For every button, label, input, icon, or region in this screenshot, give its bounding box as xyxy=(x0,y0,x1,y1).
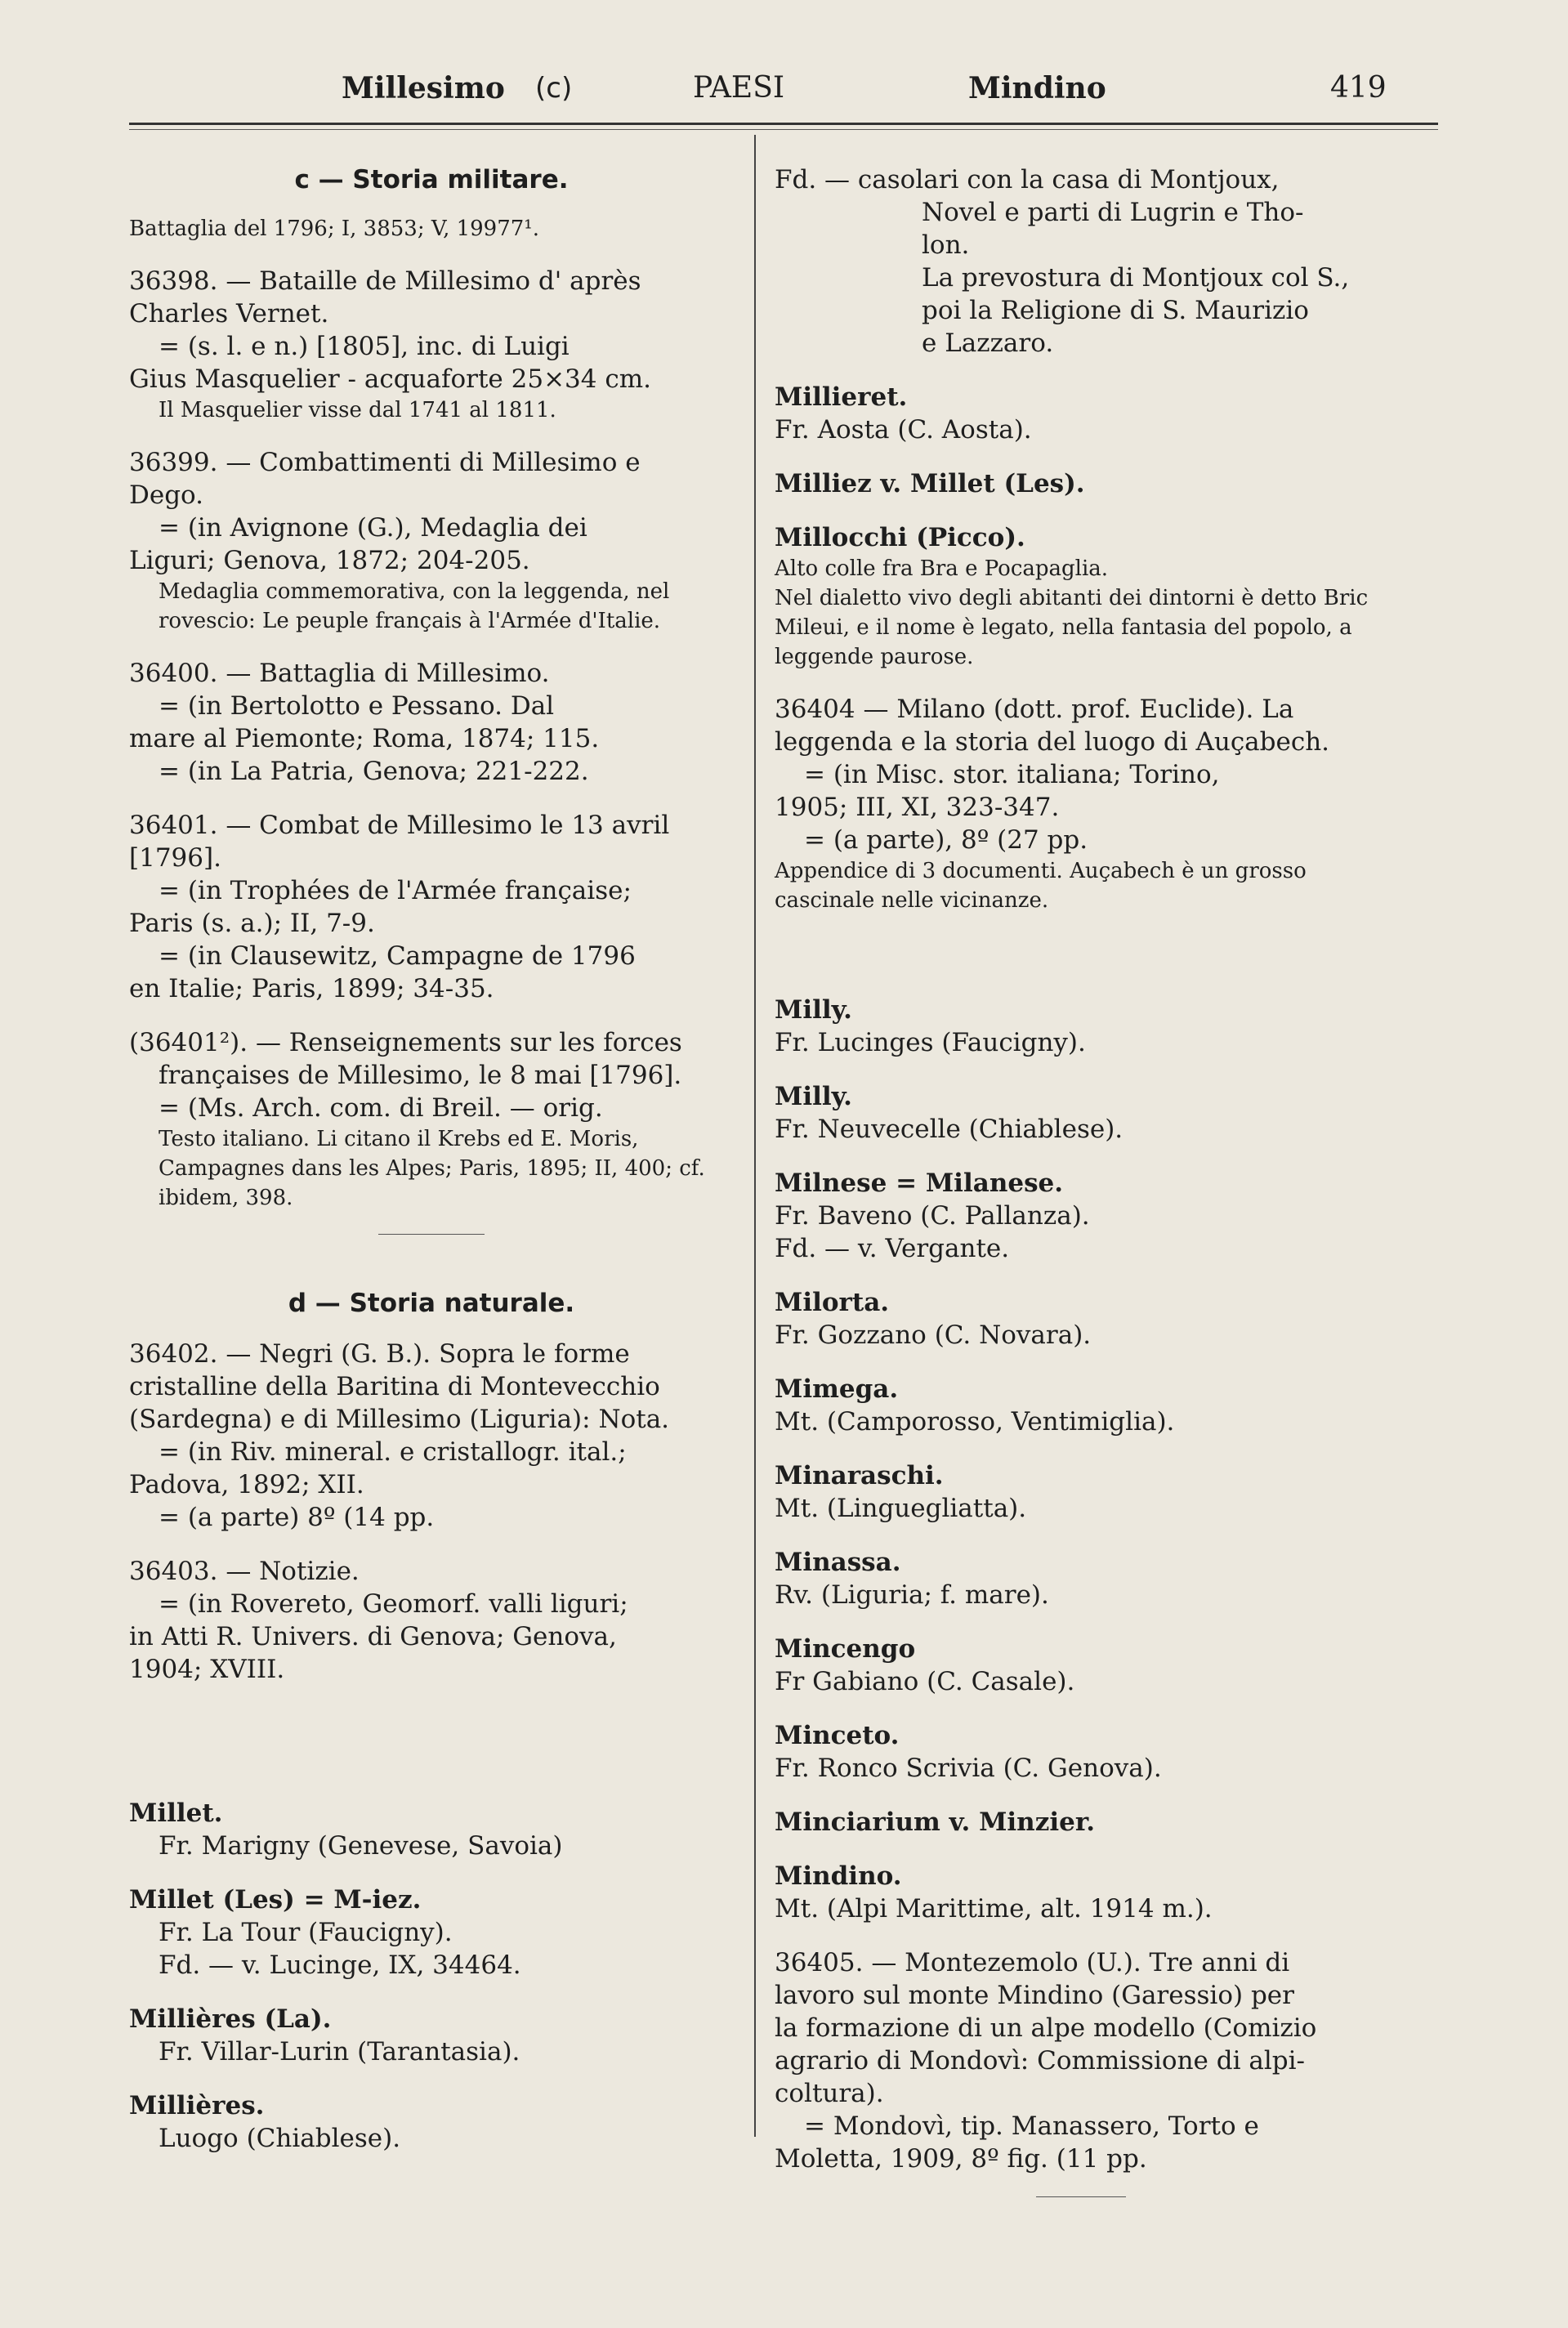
page-number: 419 xyxy=(1330,71,1387,105)
entry-line: = (in Rovereto, Geomorf. valli liguri; xyxy=(159,1589,628,1619)
entry-line: Fr. Neuvecelle (Chiablese). xyxy=(775,1115,1124,1144)
entry-line: = Mondovì, tip. Manassero, Torto e xyxy=(804,2111,1259,2141)
left-column xyxy=(129,163,734,2176)
entry-line: Moletta, 1909, 8º fig. (11 pp. xyxy=(775,2144,1147,2174)
entry-line: Novel e parti di Lugrin e Tho- xyxy=(922,198,1304,227)
entry-line: poi la Religione di S. Maurizio xyxy=(922,296,1309,325)
entry-note: Medaglia commemorativa, con la leggenda, nel rovescio: Le peuple français à l'Armée d'Italie. xyxy=(159,579,670,633)
entry-millieres xyxy=(129,2089,734,2155)
entry-line: Fr. Baveno (C. Pallanza). xyxy=(775,1201,1090,1231)
entry-line: = (in Bertolotto e Pessano. Dal xyxy=(159,691,555,721)
entry-line: 36405. — Montezemolo (U.). Tre anni di xyxy=(775,1948,1290,1977)
section-heading-d: d — Storia naturale. xyxy=(288,1289,575,1318)
end-separator xyxy=(1036,2196,1126,2197)
entry-line: = (s. l. e n.) [1805], inc. di Luigi xyxy=(159,332,570,361)
entry-line: Fd. — casolari con la casa di Montjoux, xyxy=(775,165,1280,194)
entry-line: lavoro sul monte Mindino (Garessio) per xyxy=(775,1981,1294,2010)
entry-mimega xyxy=(775,1373,1397,1438)
entry-36399 xyxy=(129,446,734,636)
entry-line: La prevostura di Montjoux col S., xyxy=(922,263,1350,293)
entry-36403 xyxy=(129,1555,734,1686)
entry-line: 36404 — Milano (dott. prof. Euclide). La xyxy=(775,695,1294,724)
place-title: Mincengo xyxy=(775,1634,916,1664)
entry-line: = (in La Patria, Genova; 221-222. xyxy=(159,757,589,786)
header-left-title: Millesimo xyxy=(342,71,505,105)
entry-mindino xyxy=(775,1860,1397,1925)
entry-line: agrario di Mondovì: Commissione di alpi- xyxy=(775,2046,1305,2076)
place-title: Minaraschi. xyxy=(775,1461,944,1490)
entry-millocchi xyxy=(775,521,1397,672)
entry-36398 xyxy=(129,265,734,425)
column-divider xyxy=(754,135,756,2137)
place-title: Mindino. xyxy=(775,1861,902,1891)
entry-milnese xyxy=(775,1167,1397,1265)
entry-note: Appendice di 3 documenti. Auçabech è un grosso cascinale nelle vicinanze. xyxy=(775,859,1307,913)
entry-line: Fd. — v. Vergante. xyxy=(775,1234,1010,1263)
entry-36402 xyxy=(129,1338,734,1534)
entry-36400 xyxy=(129,657,734,788)
entry-line: in Atti R. Univers. di Genova; Genova, xyxy=(129,1622,617,1651)
entry-line: Fr. Gozzano (C. Novara). xyxy=(775,1320,1092,1350)
entry-line: = (Ms. Arch. com. di Breil. — orig. xyxy=(159,1093,603,1123)
entry-line: Luogo (Chiablese). xyxy=(159,2124,401,2153)
entry-line: Dego. xyxy=(129,480,204,510)
entry-line: Fr. Villar-Lurin (Tarantasia). xyxy=(159,2037,520,2067)
entry-line: lon. xyxy=(922,230,970,260)
entry-line: (36401²). — Renseignements sur les forces xyxy=(129,1028,682,1057)
entry-line: Fr. La Tour (Faucigny). xyxy=(159,1918,453,1947)
entry-line: Fr. Marigny (Genevese, Savoia) xyxy=(159,1831,563,1861)
entry-line: Mt. (Camporosso, Ventimiglia). xyxy=(775,1407,1175,1437)
header-center: PAESI xyxy=(693,71,785,105)
entry-line: Padova, 1892; XII. xyxy=(129,1470,364,1499)
entry-line: Fd. — v. Lucinge, IX, 34464. xyxy=(159,1950,521,1980)
entry-line: 36399. — Combattimenti di Millesimo e xyxy=(129,448,641,477)
header-rule-thin xyxy=(129,129,1438,130)
entry-line: Mt. (Linguegliatta). xyxy=(775,1494,1027,1523)
entry-line: Fr Gabiano (C. Casale). xyxy=(775,1667,1075,1696)
place-title: Millet (Les) = M-iez. xyxy=(129,1885,422,1915)
header-left-tag: (c) xyxy=(535,72,573,105)
right-column xyxy=(775,163,1397,2197)
entry-line: françaises de Millesimo, le 8 mai [1796]. xyxy=(159,1061,682,1090)
entry-line: Paris (s. a.); II, 7-9. xyxy=(129,909,375,938)
entry-millet-les xyxy=(129,1883,734,1982)
entry-36401 xyxy=(129,809,734,1005)
place-title: Millières (La). xyxy=(129,2004,332,2034)
entry-milliez: Milliez v. Millet (Les). xyxy=(775,469,1085,498)
entry-line: = (a parte), 8º (27 pp. xyxy=(804,825,1088,855)
entry-mincengo xyxy=(775,1633,1397,1698)
entry-36405 xyxy=(775,1946,1397,2175)
entry-line: [1796]. xyxy=(129,843,221,873)
entry-line: Gius Masquelier - acquaforte 25×34 cm. xyxy=(129,364,651,394)
entry-millet xyxy=(129,1797,734,1862)
entry-line: 36400. — Battaglia di Millesimo. xyxy=(129,659,550,688)
entry-milorta xyxy=(775,1286,1397,1352)
entry-millieret xyxy=(775,381,1397,446)
place-title: Milly. xyxy=(775,995,852,1025)
entry-line: cristalline della Baritina di Montevecchio xyxy=(129,1372,660,1401)
entry-line: = (in Avignone (G.), Medaglia dei xyxy=(159,513,587,543)
place-title: Millières. xyxy=(129,2091,265,2120)
entry-line: Rv. (Liguria; f. mare). xyxy=(775,1580,1049,1610)
battaglia-note: Battaglia del 1796; I, 3853; V, 19977¹. xyxy=(129,217,539,241)
entry-line: Fr. Lucinges (Faucigny). xyxy=(775,1028,1086,1057)
entry-milly-2 xyxy=(775,1080,1397,1146)
place-title: Mimega. xyxy=(775,1374,899,1404)
place-title: Millet. xyxy=(129,1799,223,1828)
entry-line: en Italie; Paris, 1899; 34-35. xyxy=(129,974,494,1003)
place-title: Minassa. xyxy=(775,1548,901,1577)
entry-line: la formazione di un alpe modello (Comizio xyxy=(775,2013,1317,2043)
entry-line: 1905; III, XI, 323-347. xyxy=(775,793,1060,822)
entry-minceto xyxy=(775,1719,1397,1785)
entry-36404 xyxy=(775,693,1397,915)
entry-line: Alto colle fra Bra e Pocapaglia. xyxy=(775,556,1109,581)
entry-line: 36403. — Notizie. xyxy=(129,1557,360,1586)
running-header xyxy=(0,64,1568,113)
section-separator xyxy=(378,1234,485,1235)
entry-milly-1 xyxy=(775,994,1397,1059)
entry-line: Charles Vernet. xyxy=(129,299,329,328)
entry-line: 36398. — Bataille de Millesimo d' après xyxy=(129,266,641,296)
entry-line: coltura). xyxy=(775,2079,884,2108)
entry-minciarium: Minciarium v. Minzier. xyxy=(775,1807,1096,1837)
entry-line: Fr. Ronco Scrivia (C. Genova). xyxy=(775,1754,1162,1783)
entry-line: = (in Riv. mineral. e cristallogr. ital.; xyxy=(159,1437,627,1467)
entry-line: = (in Trophées de l'Armée française; xyxy=(159,876,632,905)
place-title: Milly. xyxy=(775,1082,852,1111)
entry-line: 36401. — Combat de Millesimo le 13 avril xyxy=(129,811,670,840)
entry-line: mare al Piemonte; Roma, 1874; 115. xyxy=(129,724,600,753)
entry-millieres-la xyxy=(129,2003,734,2068)
entry-line: Fr. Aosta (C. Aosta). xyxy=(775,415,1032,445)
entry-note: Il Masquelier visse dal 1741 al 1811. xyxy=(159,398,556,422)
place-title: Milnese = Milanese. xyxy=(775,1168,1064,1198)
entry-note: Testo italiano. Li citano il Krebs ed E. Moris, Campagnes dans les Alpes; Paris, 1895; II, 400; cf. ibidem, 398. xyxy=(159,1127,705,1210)
entry-minaraschi xyxy=(775,1459,1397,1525)
entry-36401-2 xyxy=(129,1026,734,1213)
entry-line: = (in Clausewitz, Campagne de 1796 xyxy=(159,941,636,971)
place-title: Millieret. xyxy=(775,382,908,412)
entry-line: leggenda e la storia del luogo di Auçabech. xyxy=(775,727,1330,757)
entry-note: Nel dialetto vivo degli abitanti dei dintorni è detto Bric Mileui, e il nome è legato, nella fantasia del popolo, a leggende paurose. xyxy=(775,586,1369,669)
entry-line: e Lazzaro. xyxy=(922,328,1054,358)
entry-fd-montjoux xyxy=(775,163,1397,360)
place-title: Milorta. xyxy=(775,1288,890,1317)
entry-line: (Sardegna) e di Millesimo (Liguria): Nota. xyxy=(129,1405,670,1434)
section-heading-c: c — Storia militare. xyxy=(294,165,569,194)
entry-line: Mt. (Alpi Marittime, alt. 1914 m.). xyxy=(775,1894,1213,1924)
entry-line: = (in Misc. stor. italiana; Torino, xyxy=(804,760,1220,789)
place-title: Millocchi (Picco). xyxy=(775,523,1025,552)
header-right-title: Mindino xyxy=(968,71,1106,105)
header-rule-thick xyxy=(129,123,1438,125)
entry-line: 36402. — Negri (G. B.). Sopra le forme xyxy=(129,1339,630,1369)
place-title: Minceto. xyxy=(775,1721,900,1750)
entry-line: Liguri; Genova, 1872; 204-205. xyxy=(129,546,530,575)
entry-minassa xyxy=(775,1546,1397,1611)
entry-line: = (a parte) 8º (14 pp. xyxy=(159,1503,435,1532)
entry-line: 1904; XVIII. xyxy=(129,1655,285,1684)
